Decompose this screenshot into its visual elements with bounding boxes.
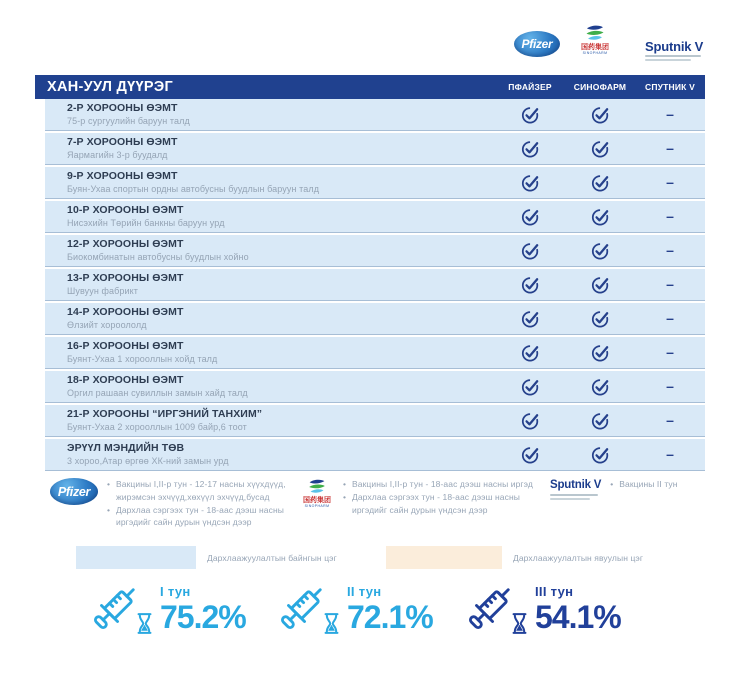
- check-circle-icon: [520, 342, 541, 363]
- dash-icon: –: [666, 378, 674, 395]
- syringe-icon: [85, 580, 143, 638]
- table-row: [45, 235, 705, 267]
- table-row: [45, 371, 705, 403]
- location-title: 7-Р ХОРООНЫ ӨЭМТ: [67, 135, 178, 148]
- check-circle-icon: [520, 240, 541, 261]
- location-title: 13-Р ХОРООНЫ ӨЭМТ: [67, 271, 184, 284]
- dash-icon: –: [666, 276, 674, 293]
- pfizer-availability-cell: [495, 308, 565, 329]
- location-title: 16-Р ХОРООНЫ ӨЭМТ: [67, 339, 184, 352]
- sputnik-availability-cell: [635, 175, 705, 189]
- pfizer-availability-cell: [495, 376, 565, 397]
- location-title: 2-Р ХОРООНЫ ӨЭМТ: [67, 102, 178, 114]
- check-circle-icon: [590, 274, 611, 295]
- sputnik-availability-cell: [635, 413, 705, 427]
- sputnik-availability-cell: [635, 277, 705, 291]
- sinopharm-availability-cell: [565, 240, 635, 261]
- sputnik-availability-cell: [635, 345, 705, 359]
- pfizer-availability-cell: [495, 444, 565, 465]
- sinopharm-availability-cell: [565, 138, 635, 159]
- dash-icon: –: [666, 174, 674, 191]
- location-title: 12-Р ХОРООНЫ ӨЭМТ: [67, 237, 184, 250]
- syringe-icon: [272, 580, 330, 638]
- dose3-label: III тун: [535, 584, 574, 599]
- dose3-stat: [460, 580, 621, 638]
- table-row: [45, 201, 705, 233]
- sputnik-legend-bullets: [610, 478, 730, 491]
- sinopharm-waves-icon: [305, 478, 329, 495]
- check-circle-icon: [520, 138, 541, 159]
- location-title: 18-Р ХОРООНЫ ӨЭМТ: [67, 373, 184, 386]
- dose2-stat: [272, 580, 433, 638]
- sputnik-logo: [645, 40, 703, 61]
- point-type-legend: [0, 546, 750, 570]
- pfizer-availability-cell: [495, 410, 565, 431]
- sputnik-tagline-line: [550, 498, 590, 500]
- sinopharm-availability-cell: [565, 376, 635, 397]
- sputnik-tagline-line: [645, 59, 691, 61]
- check-circle-icon: [590, 410, 611, 431]
- check-circle-icon: [520, 206, 541, 227]
- legend-bullet: • Дархлаа сэргээх тун - 18-аас дээш насны иргэдийг сайн дурын үндсэн дээр: [343, 491, 555, 517]
- dash-icon: –: [666, 446, 674, 463]
- pfizer-availability-cell: [495, 138, 565, 159]
- check-circle-icon: [590, 240, 611, 261]
- pfizer-availability-cell: [495, 342, 565, 363]
- location-address: Буянт-Ухаа 2 хорооллын 1009 байр,6 тоот: [67, 422, 247, 433]
- sinopharm-availability-cell: [565, 274, 635, 295]
- check-circle-icon: [590, 138, 611, 159]
- location-address: Биокомбинатын автобусны буудлын хойно: [67, 252, 249, 263]
- location-address: Шувуун фабрикт: [67, 286, 138, 297]
- sputnik-logo: [550, 480, 601, 500]
- table-row: [45, 133, 705, 165]
- legend-bullet: • Вакцины II тун: [610, 478, 730, 491]
- check-circle-icon: [590, 376, 611, 397]
- location-address: Оргил рашаан сувиллын замын хайд талд: [67, 388, 248, 399]
- sinopharm-availability-cell: [565, 410, 635, 431]
- sinopharm-en-text: SINOPHARM: [304, 504, 330, 508]
- location-address: 3 хороо,Атар өргөө ХК-ний замын урд: [67, 456, 229, 467]
- table-row: [45, 303, 705, 335]
- vaccination-points-table: [35, 75, 705, 473]
- location-title: ЭРҮҮЛ МЭНДИЙН ТӨВ: [67, 441, 185, 454]
- dose1-value: 75.2%: [160, 599, 246, 635]
- sinopharm-availability-cell: [565, 172, 635, 193]
- mobile-point-swatch: [386, 546, 502, 569]
- sputnik-availability-cell: [635, 209, 705, 223]
- legend-bullet: • Вакцины I,II-р тун - 12-17 насны хүүхдүүд, жирэмсэн эхчүүд,хөхүүл эхчүүд,бусад: [107, 478, 303, 504]
- hourglass-icon: [511, 612, 528, 635]
- check-circle-icon: [590, 172, 611, 193]
- table-body: [45, 99, 705, 471]
- dash-icon: –: [666, 106, 674, 123]
- check-circle-icon: [590, 104, 611, 125]
- sinopharm-availability-cell: [565, 308, 635, 329]
- sputnik-logo-text: Sputnik V: [645, 39, 704, 54]
- table-row: [45, 405, 705, 437]
- column-header-sinopharm: СИНОФАРМ: [573, 82, 627, 92]
- check-circle-icon: [520, 308, 541, 329]
- column-header-pfizer: ПФАЙЗЕР: [508, 82, 552, 92]
- pfizer-availability-cell: [495, 172, 565, 193]
- pfizer-logo-text: Pfizer: [521, 37, 553, 51]
- location-address: Буян-Ухаа спортын ордны автобусны буудлын баруун талд: [67, 184, 320, 195]
- sputnik-logo-text: Sputnik V: [550, 479, 602, 491]
- table-row: [45, 337, 705, 369]
- coverage-stats: [0, 580, 750, 655]
- check-circle-icon: [590, 308, 611, 329]
- location-title: 10-Р ХОРООНЫ ӨЭМТ: [67, 203, 184, 216]
- table-row: [45, 99, 705, 131]
- location-address: Өлзийт хороололд: [67, 320, 147, 331]
- sinopharm-availability-cell: [565, 342, 635, 363]
- sinopharm-logo: [578, 24, 612, 56]
- pfizer-legend-bullets: [107, 478, 303, 529]
- legend-bullet: • Дархлаа сэргээх тун - 18-аас дээш насны иргэдийг сайн дурын үндсэн дээр: [107, 504, 303, 530]
- table-row: [45, 167, 705, 199]
- sputnik-availability-cell: [635, 447, 705, 461]
- sputnik-availability-cell: [635, 243, 705, 257]
- location-address: Буянт-Ухаа 1 хорооллын хойд талд: [67, 354, 218, 365]
- dose2-value: 72.1%: [347, 599, 433, 635]
- dose1-label: I тун: [160, 584, 191, 599]
- permanent-point-label: Дархлаажуулалтын байнгын цэг: [207, 553, 337, 563]
- sinopharm-availability-cell: [565, 444, 635, 465]
- sinopharm-cn-text: 国药集团: [303, 497, 331, 504]
- pfizer-availability-cell: [495, 104, 565, 125]
- dash-icon: –: [666, 140, 674, 157]
- check-circle-icon: [590, 342, 611, 363]
- table-row: [45, 439, 705, 471]
- sinopharm-legend-bullets: [343, 478, 555, 516]
- check-circle-icon: [520, 274, 541, 295]
- check-circle-icon: [520, 104, 541, 125]
- legend-bullet: • Вакцины I,II-р тун - 18-аас дээш насны иргэд: [343, 478, 555, 491]
- dash-icon: –: [666, 344, 674, 361]
- location-title: 14-Р ХОРООНЫ ӨЭМТ: [67, 305, 184, 318]
- check-circle-icon: [520, 444, 541, 465]
- sinopharm-availability-cell: [565, 206, 635, 227]
- sinopharm-availability-cell: [565, 104, 635, 125]
- dose3-stat-icons: [460, 580, 528, 638]
- dose2-label: II тун: [347, 584, 382, 599]
- mobile-point-label: Дархлаажуулалтын явуулын цэг: [513, 553, 644, 563]
- location-title: 9-Р ХОРООНЫ ӨЭМТ: [67, 169, 178, 182]
- check-circle-icon: [590, 444, 611, 465]
- dash-icon: –: [666, 310, 674, 327]
- location-address: 75-р сургуулийн баруун талд: [67, 116, 190, 127]
- dose3-value: 54.1%: [535, 599, 621, 635]
- sputnik-availability-cell: [635, 379, 705, 393]
- dose2-stat-icons: [272, 580, 340, 638]
- pfizer-legend-group: [50, 478, 303, 529]
- sputnik-tagline-line: [550, 494, 598, 496]
- location-address: Яармагийн 3-р буудалд: [67, 150, 168, 161]
- sinopharm-waves-icon: [582, 24, 608, 42]
- district-title: ХАН-УУЛ ДҮҮРЭГ: [47, 79, 173, 95]
- dose1-stat-icons: [85, 580, 153, 638]
- hourglass-icon: [323, 612, 340, 635]
- location-address: Нисэхийн Төрийн банкны баруун урд: [67, 218, 225, 229]
- sinopharm-legend-group: [300, 478, 555, 516]
- pfizer-availability-cell: [495, 240, 565, 261]
- location-title: 21-Р ХОРООНЫ “ИРГЭНИЙ ТАНХИМ”: [67, 407, 263, 420]
- pfizer-logo: [514, 31, 560, 57]
- sinopharm-logo: [300, 478, 334, 509]
- pfizer-availability-cell: [495, 206, 565, 227]
- sputnik-tagline-line: [645, 55, 701, 57]
- sputnik-legend-group: [550, 478, 730, 500]
- dash-icon: –: [666, 412, 674, 429]
- dose1-stat: [85, 580, 246, 638]
- sputnik-availability-cell: [635, 107, 705, 121]
- dash-icon: –: [666, 242, 674, 259]
- check-circle-icon: [520, 172, 541, 193]
- column-header-sputnik: СПУТНИК V: [645, 82, 695, 92]
- sputnik-availability-cell: [635, 311, 705, 325]
- syringe-icon: [460, 580, 518, 638]
- check-circle-icon: [590, 206, 611, 227]
- table-header: [35, 75, 705, 99]
- sinopharm-cn-text: 国药集团: [581, 44, 609, 51]
- sinopharm-en-text: SINOPHARM: [582, 51, 608, 55]
- check-circle-icon: [520, 376, 541, 397]
- pfizer-logo: [50, 478, 98, 505]
- table-row: [45, 269, 705, 301]
- dash-icon: –: [666, 208, 674, 225]
- permanent-point-swatch: [76, 546, 196, 569]
- pfizer-availability-cell: [495, 274, 565, 295]
- pfizer-logo-text: Pfizer: [57, 484, 91, 499]
- sputnik-availability-cell: [635, 141, 705, 155]
- check-circle-icon: [520, 410, 541, 431]
- hourglass-icon: [136, 612, 153, 635]
